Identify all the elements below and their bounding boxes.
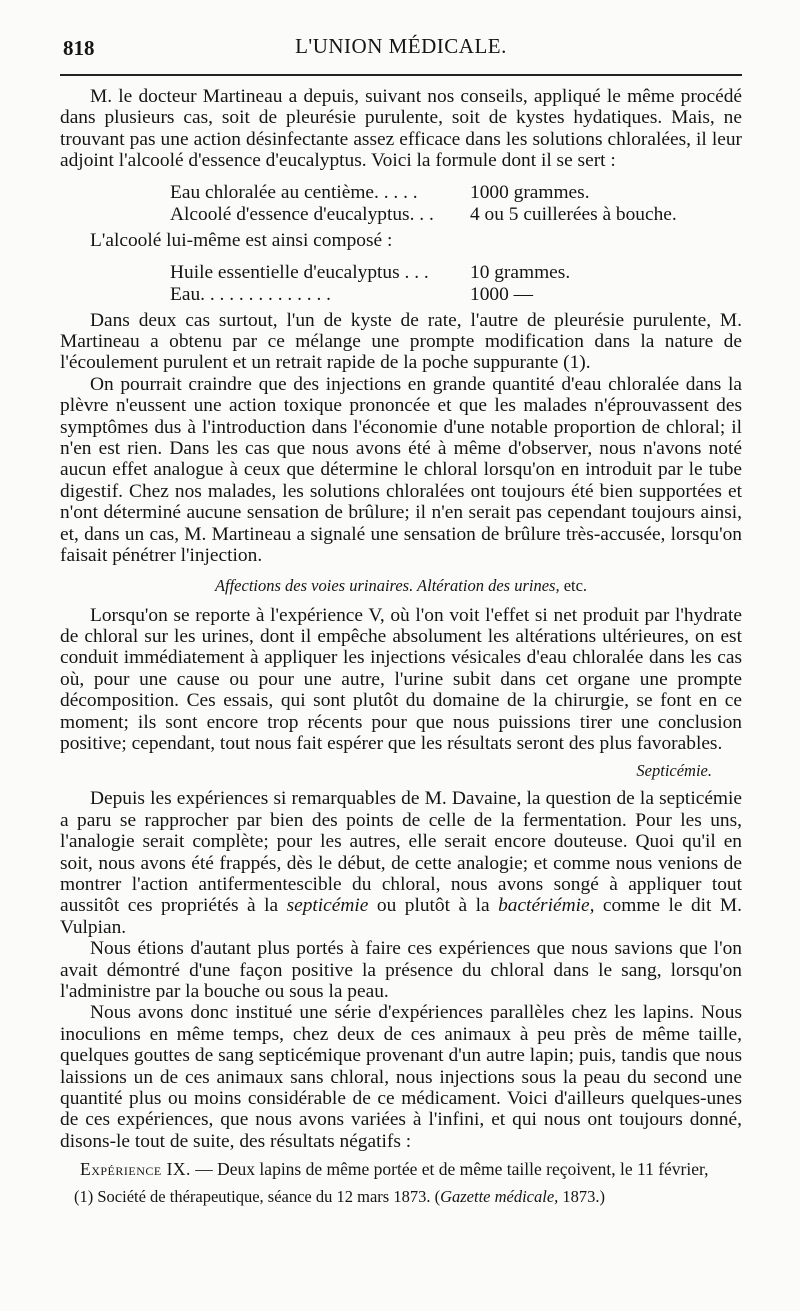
formula-quantity: 1000 —: [470, 283, 534, 305]
running-title: L'UNION MÉDICALE.: [295, 34, 507, 58]
formula-alcoole: [170, 262, 742, 306]
section-heading-urinary: [60, 575, 742, 597]
formula-row: [170, 204, 742, 226]
formula-ingredient: Huile essentielle d'eucalyptus . . .: [170, 261, 429, 283]
paragraph: Nous étions d'autant plus portés à faire ces expériences que nous savions que l'on avait démontré d'une façon positive la présence du chloral dans le sang, lorsqu'on l'administre par la bouche ou sous la peau.: [60, 938, 742, 1002]
footnote-source: Gazette médicale,: [440, 1187, 559, 1207]
experiment-label: Expérience IX.: [80, 1159, 191, 1180]
formula-row: [170, 182, 742, 204]
formula-quantity: 10 grammes.: [470, 261, 571, 283]
footnote: [60, 1186, 742, 1208]
formula-ingredient: Eau. . . . . . . . . . . . . .: [170, 283, 332, 305]
section-heading-septicemia: Septicémie.: [636, 761, 712, 781]
footnote-text: (1) Société de thérapeutique, séance du 12 mars 1873. (: [74, 1187, 441, 1207]
page-number: 818: [63, 36, 95, 60]
emphasis: bactériémie,: [498, 895, 595, 917]
body-text: [60, 86, 742, 1208]
footnote-year: 1873.): [558, 1187, 606, 1207]
formula-quantity: 1000 grammes.: [470, 181, 590, 203]
text-run: comme le dit M. Vulpian.: [60, 895, 743, 938]
emphasis: septicémie: [286, 895, 369, 917]
formula-eucalyptus: [170, 182, 742, 226]
formula-lead: L'alcoolé lui-même est ainsi composé :: [90, 229, 393, 251]
section-heading-suffix: etc.: [559, 575, 588, 595]
formula-ingredient: Eau chloralée au centième. . . . .: [170, 181, 418, 203]
text-run: ou plutôt à la: [368, 895, 499, 917]
paragraph: Dans deux cas surtout, l'un de kyste de rate, l'autre de pleurésie purulente, M. Martineau a obtenu par ce mélange une prompte modification dans la nature de l'écoulement purulent et un retrait rapide de la poche suppurante (1).: [60, 309, 742, 374]
formula-row: [170, 262, 742, 284]
intro-paragraph: M. le docteur Martineau a depuis, suivant nos conseils, appliqué le même procédé dans plusieurs cas, soit de pleurésie purulente, soit de kystes hydatiques. Mais, ne trouvant pas une action désinfectante assez efficace dans les solutions chloralées, il leur adjoint l'alcoolé d'essence d'eucalyptus. Voici la formule dont il se sert :: [60, 86, 742, 172]
page-header: [60, 28, 742, 66]
formula-ingredient: Alcoolé d'essence d'eucalyptus. . .: [170, 203, 434, 225]
formula-quantity: 4 ou 5 cuillerées à bouche.: [470, 203, 677, 225]
experiment-ix: [60, 1158, 742, 1180]
formula-row: [170, 284, 742, 306]
text-run: Depuis les expériences si remarquables de M. Davaine, la question de la septicémie a paru se rapprocher par bien des points de celle de la fermentation. Pour les uns, l'analogie serait complète; pour les autres, elle serait encore douteuse. Quoi qu'il en soit, nous avons été frappés, dès le début, de cette analogie; et comme nous venions de montrer l'action antifermentescible du chloral, nous avons songé à appliquer tout aussitôt ces propriétés à la: [60, 788, 742, 917]
paragraph: On pourrait craindre que des injections en grande quantité d'eau chloralée dans la plèvre n'eussent une action toxique prononcée et que les malades n'éprouvassent des symptômes dus à l'introduction dans l'économie d'une notable proportion de chloral; il n'en est rien. Dans les cas que nous avons été à même d'observer, nous n'avons noté aucun effet analogue à ceux que détermine le chloral lorsqu'on en introduit par le tube digestif. Chez nos malades, les solutions chloralées ont toujours été bien supportées et n'ont déterminé aucune sensation de brûlure; il n'en serait pas cependant toujours ainsi, et, dans un cas, M. Martineau a signalé une sensation de brûlure très-accusée, lorsqu'on faisait pénétrer l'injection.: [60, 373, 742, 567]
paragraph-septicemia: [60, 788, 742, 938]
paragraph: Nous avons donc institué une série d'expériences parallèles chez les lapins. Nous inoculions en même temps, chez deux de ces animaux à peu près de même taille, quelques gouttes de sang septicémique provenant d'un autre lapin; puis, tandis que nous laissions un de ces animaux sans chloral, nous injections sous la peau du second une quantité plus ou moins considérable de ce médicament. Voici d'ailleurs quelques-unes de ces expériences, que nous avons variées à l'infini, et qui nous ont toujours donné, disons-le tout de suite, des résultats négatifs :: [60, 1002, 742, 1152]
section-heading-title: Affections des voies urinaires. Altération des urines,: [214, 575, 560, 595]
experiment-text: — Deux lapins de même portée et de même taille reçoivent, le 11 février,: [190, 1159, 709, 1180]
header-rule: [60, 74, 742, 76]
paragraph: Lorsqu'on se reporte à l'expérience V, où l'on voit l'effet si net produit par l'hydrate de chloral sur les urines, dont il empêche absolument les altérations ultérieures, on est conduit immédiatement à appliquer les injections vésicales d'eau chloralée dans les cas où, pour une cause ou pour une autre, l'urine subit dans cet organe une prompte décomposition. Ces essais, qui sont plutôt du domaine de la chirurgie, se font en ce moment; ils sont encore trop récents pour que nous puissions tirer une conclusion positive; cependant, tout nous fait espérer que les résultats seront des plus favorables.: [60, 604, 742, 754]
